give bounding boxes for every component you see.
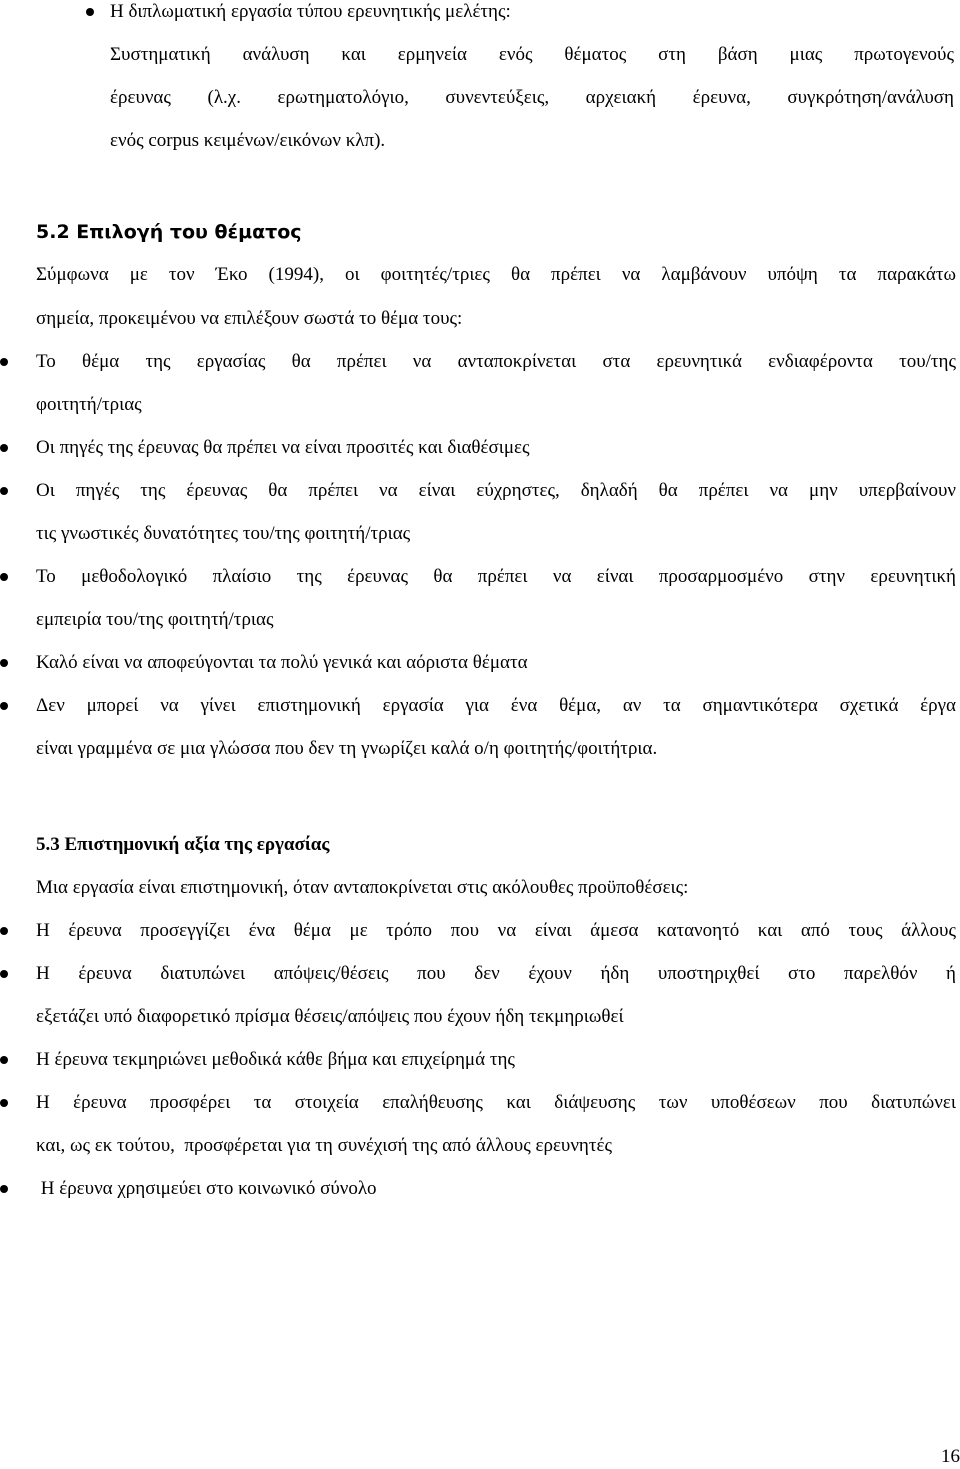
bullet-marker (0, 358, 8, 366)
list-item: Η έρευνα προσεγγίζει ένα θέμα με τρόπο που να είναι άμεσα κατανοητό και από τους άλλους (36, 920, 956, 941)
list-item: Δεν μπορεί να γίνει επιστημονική εργασία για ένα θέμα, αν τα σημαντικότερα σχετικά έργα (36, 695, 956, 716)
paragraph-line: Συστηματική ανάλυση και ερμηνεία ενός θέματος στη βάση μιας πρωτογενούς (110, 44, 954, 65)
paragraph-line: έρευνας (λ.χ. ερωτηματολόγιο, συνεντεύξεις, αρχειακή έρευνα, συγκρότηση/ανάλυση (110, 87, 954, 108)
intro-line: Σύμφωνα με τον Έκο (1994), οι φοιτητές/τριες θα πρέπει να λαμβάνουν υπόψη τα παρακάτω (36, 264, 956, 285)
list-item-continuation: εμπειρία του/της φοιτητή/τριας (36, 609, 274, 630)
bullet-marker (0, 487, 8, 495)
bullet-marker (0, 702, 8, 710)
list-item: Το μεθοδολογικό πλαίσιο της έρευνας θα πρέπει να είναι προσαρμοσμένο στην ερευνητική (36, 566, 956, 587)
intro-line: Μια εργασία είναι επιστημονική, όταν ανταποκρίνεται στις ακόλουθες προϋποθέσεις: (36, 877, 689, 898)
bullet-marker (0, 573, 8, 581)
bullet-marker (0, 444, 8, 452)
section-heading-5-2: 5.2 Επιλογή του θέματος (36, 221, 302, 243)
section-heading-5-3: 5.3 Επιστημονική αξία της εργασίας (36, 834, 330, 855)
bullet-marker (0, 1185, 8, 1193)
list-item: Οι πηγές της έρευνας θα πρέπει να είναι εύχρηστες, δηλαδή θα πρέπει να μην υπερβαίνουν (36, 480, 956, 501)
list-item-continuation: είναι γραμμένα σε μια γλώσσα που δεν τη γνωρίζει καλά ο/η φοιτητής/φοιτήτρια. (36, 738, 658, 759)
page-number: 16 (941, 1446, 960, 1467)
list-item: Οι πηγές της έρευνας θα πρέπει να είναι προσιτές και διαθέσιμες (36, 437, 530, 458)
bullet-marker (0, 1056, 8, 1064)
bullet-marker (0, 1099, 8, 1107)
bullet-marker (0, 659, 8, 667)
list-item: Η έρευνα τεκμηριώνει μεθοδικά κάθε βήμα και επιχείρημά της (36, 1049, 515, 1070)
paragraph-line: Η διπλωματική εργασία τύπου ερευνητικής μελέτης: (110, 1, 511, 22)
bullet-marker (86, 8, 94, 16)
intro-line: σημεία, προκειμένου να επιλέξουν σωστά το θέμα τους: (36, 308, 463, 329)
list-item-continuation: φοιτητή/τριας (36, 394, 142, 415)
list-item-continuation: εξετάζει υπό διαφορετικό πρίσμα θέσεις/απόψεις που έχουν ήδη τεκμηριωθεί (36, 1006, 624, 1027)
list-item-continuation: και, ως εκ τούτου, προσφέρεται για τη συνέχισή της από άλλους ερευνητές (36, 1135, 613, 1156)
list-item: Το θέμα της εργασίας θα πρέπει να ανταποκρίνεται στα ερευνητικά ενδιαφέροντα του/της (36, 351, 956, 372)
bullet-marker (0, 927, 8, 935)
paragraph-line: ενός corpus κειμένων/εικόνων κλπ). (110, 130, 386, 151)
list-item: Η έρευνα χρησιμεύει στο κοινωνικό σύνολο (36, 1178, 377, 1199)
bullet-marker (0, 970, 8, 978)
list-item-continuation: τις γνωστικές δυνατότητες του/της φοιτητή/τριας (36, 523, 411, 544)
list-item: Η έρευνα διατυπώνει απόψεις/θέσεις που δεν έχουν ήδη υποστηριχθεί στο παρελθόν ή (36, 963, 956, 984)
list-item: Η έρευνα προσφέρει τα στοιχεία επαλήθευσης και διάψευσης των υποθέσεων που διατυπώνει (36, 1092, 956, 1113)
list-item: Καλό είναι να αποφεύγονται τα πολύ γενικά και αόριστα θέματα (36, 652, 528, 673)
